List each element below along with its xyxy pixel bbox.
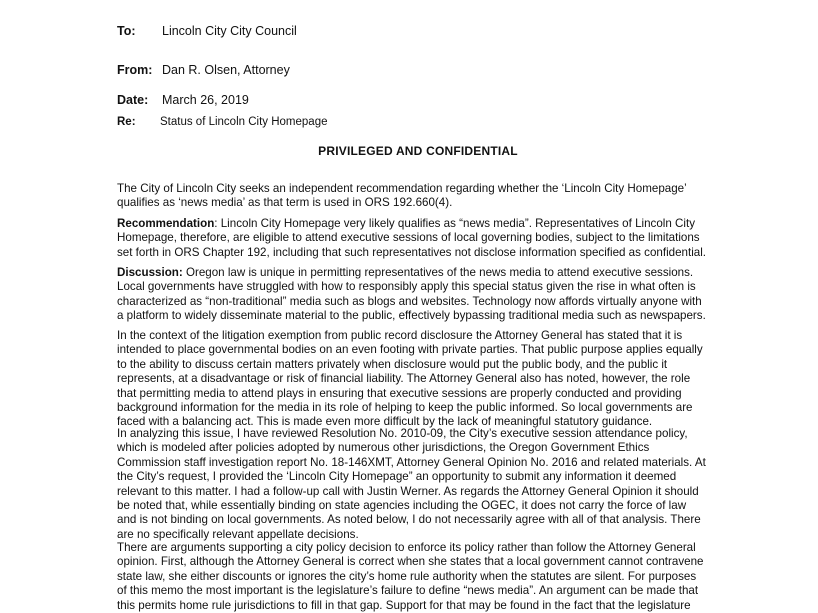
to-label: To: bbox=[117, 24, 136, 38]
date-label: Date: bbox=[117, 93, 149, 107]
date-value: March 26, 2019 bbox=[162, 93, 249, 107]
memo-re-line bbox=[117, 116, 327, 128]
to-value: Lincoln City City Council bbox=[162, 24, 297, 38]
discussion-text: Oregon law is unique in permitting representatives of the news media to attend executive sessions. Local governments have struggled with how to responsibly apply this special status given the rise in what often is characterized as “non-traditional” media such as blogs and websites. Technology now affords virtually anyone with a platform to widely disseminate material to the public, effectively bypassing traditional media such as newspapers. bbox=[117, 266, 706, 323]
memo-to-line bbox=[117, 24, 297, 38]
analysis-paragraph: In analyzing this issue, I have reviewed Resolution No. 2010-09, the City’s executive session attendance policy, which is modeled after policies adopted by numerous other jurisdictions, the Oregon Government Ethics Commission staff investigation report No. 18-146XMT, Attorney General Opinion No. 2016 and related materials. At the City’s request, I provided the ‘Lincoln City Homepage” an opportunity to submit any information it deemed relevant to this matter. I had a follow-up call with Justin Werner. As regards the Attorney General Opinion it should be noted that, while essentially binding on state agencies including the OGEC, it does not carry the force of law and is not binding on local governments. As noted below, I do not necessarily agree with all of that analysis. There are no specifically relevant appellate decisions. bbox=[117, 427, 706, 541]
from-label: From: bbox=[117, 63, 153, 77]
memo-from-line bbox=[117, 63, 290, 77]
re-label: Re: bbox=[117, 116, 136, 128]
memo-title: PRIVILEGED AND CONFIDENTIAL bbox=[318, 144, 518, 158]
discussion-paragraph bbox=[117, 266, 707, 324]
from-value: Dan R. Olsen, Attorney bbox=[162, 63, 290, 77]
arguments-paragraph: There are arguments supporting a city policy decision to enforce its policy rather than follow the Attorney General opinion. First, although the Attorney General is correct when she states that a local government cannot contravene state law, she either discounts or ignores the city’s home rule authority when the statutes are silent. For purposes of this memo the most important is the legislature’s failure to define “news media”. An argument can be made that this permits home rule jurisdictions to fill in that gap. Support for that may be found in the fact that the legislature bbox=[117, 541, 704, 612]
re-value: Status of Lincoln City Homepage bbox=[160, 116, 328, 128]
recommendation-lead: Recommendation bbox=[117, 217, 215, 230]
recommendation-text: : Lincoln City Homepage very likely qualifies as “news media”. Representatives of Lincoln City Homepage, therefore, are eligible to attend executive sessions of local governing bodies, subject to the limitations set forth in ORS Chapter 192, including that such representatives not disclose information specified as confidential. bbox=[117, 217, 707, 259]
intro-paragraph: The City of Lincoln City seeks an independent recommendation regarding whether the ‘Lincoln City Homepage’ qualifies as ‘news media’ as that term is used in ORS 192.660(4). bbox=[117, 182, 687, 210]
discussion-lead: Discussion: bbox=[117, 266, 183, 279]
context-paragraph: In the context of the litigation exemption from public record disclosure the Attorney General has stated that it is intended to place governmental bodies on an even footing with private parties. That public purpose applies equally to the ability to discuss certain matters privately when disclosure would put the public body, and the public it represents, at a disadvantage or risk of financial liability. The Attorney General also has noted, however, the role that permitting media to attend plays in ensuring that executive sessions are properly conducted and providing background information for the media in its role of helping to keep the public informed. So local governments are faced with a balancing act. This is made even more difficult by the lack of meaningful statutory guidance. bbox=[117, 329, 703, 429]
memo-date-line bbox=[117, 93, 249, 107]
recommendation-paragraph bbox=[117, 217, 707, 260]
